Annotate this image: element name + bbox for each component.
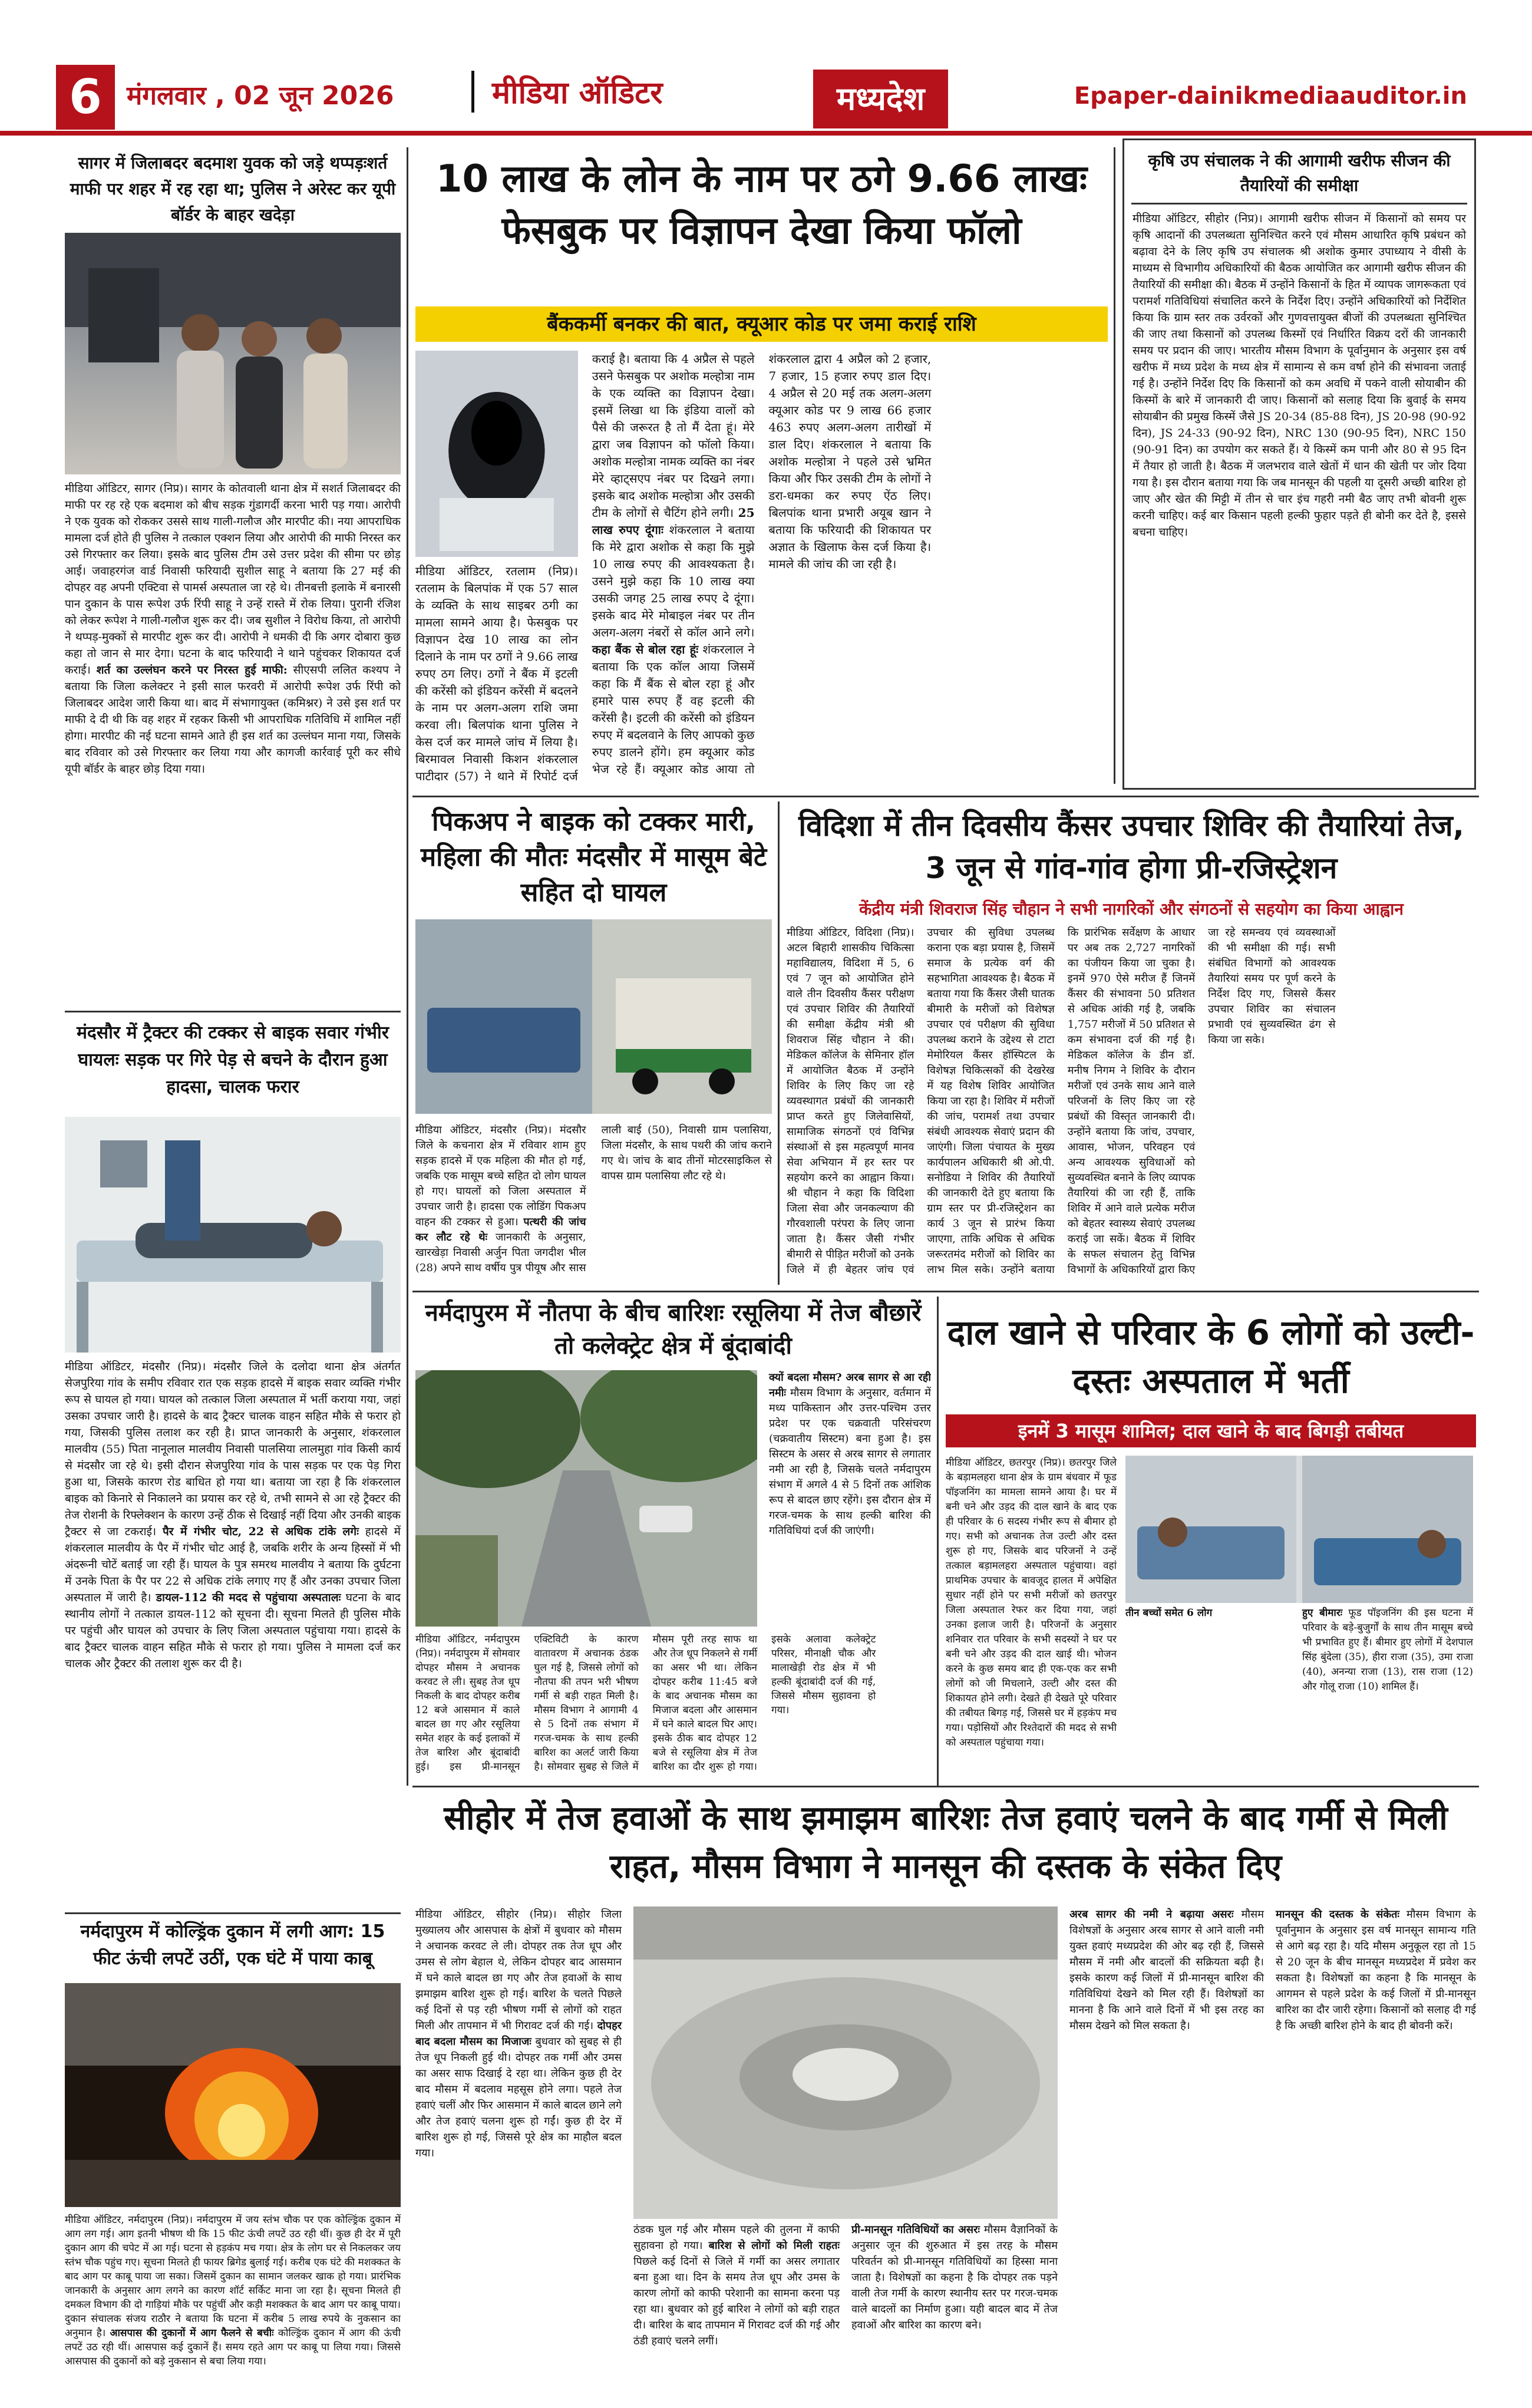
divider [1114,147,1115,784]
accident-scene-image [415,919,772,1114]
brand-name: मीडिया ऑडिटर [471,71,663,113]
story-body: अरब सागर की नमी ने बढ़ाया असरः मौसम विशेषज्ञों के अनुसार अरब सागर से आने वाली नमी युक्त हवाएं मध्यप्रदेश की ओर बढ़ रही हैं, जिससे मौसम में नमी और बादलों की सक्रियता बढ़ी है। इसके कारण कई जिलों में प्री-मानसून बारिश की गतिविधियां देखने को मिल रही हैं। विशेषज्ञों का मानना है कि आने वाले दिनों में भी इस तरह का मौसम देखने को मिल सकता है। [1069,1908,1264,2032]
story-body: हुए बीमारः फूड पॉइजनिंग की इस घटना में परिवार के बड़े-बुजुर्गों के साथ तीन मासूम बच्चे भी प्रभावित हुए हैं। बीमार हुए लोगों में देशपाल सिंह बुंदेला (35), हीरा राजा (35), उमा राजा (40), अनन्या राजा (13), रास राजा (12) और गोलू राजा (10) शामिल हैं। [1302,1607,1473,1693]
photo-caption: तीन बच्चों समेत 6 लोग [1125,1607,1213,1619]
patients-photo [1125,1456,1473,1603]
hospital-ward-image [1125,1456,1473,1603]
story-headline: दाल खाने से परिवार के 6 लोगों को उल्टी-दस्तः अस्पताल में भर्ती [947,1312,1475,1401]
story-headline: नर्मदापुरम में कोल्ड्रिंक दुकान में लगी आग: 15 फीट ऊंची लपटें उठीं, एक घंटे में पाया काबू [80,1921,385,1969]
pickup-story [415,804,772,1285]
story-body: क्यों बदला मौसम? अरब सागर से आ रही नमीः मौसम विभाग के अनुसार, वर्तमान में मध्य पाकिस्तान और उत्तर-पश्चिम उत्तर प्रदेश पर एक चक्रवाती परिसंचरण (चक्रवातीय सिस्टम) बना हुआ है। इस सिस्टम के असर से अरब सागर से लगातार नमी आ रही है, जिसके चलते नर्मदापुरम संभाग में अगले 4 से 5 दिनों तक आंशिक रूप से बादल छाए रहेंगे। इस दौरान क्षेत्र में गरज-चमक के साथ हल्की बारिश की गतिविधियां दर्ज की जाएंगी। [769,1371,931,1537]
story-headline: पिकअप ने बाइक को टक्कर मारी, महिला की मौतः मंदसौर में मासूम बेटे सहित दो घायल [420,807,767,908]
story-headline: विदिशा में तीन दिवसीय कैंसर उपचार शिविर की तैयारियां तेज, 3 जून से गांव-गांव होगा प्री-रजिस्ट्रेशन [798,809,1464,885]
divider [412,796,1479,797]
hospital-photo [65,1117,401,1353]
hospital-bed-image [65,1117,401,1353]
story-subheadline: केंद्रीय मंत्री शिवराज सिंह चौहान ने सभी नागरिकों और संगठनों से सहयोग का किया आह्वान [859,899,1404,919]
arrest-photo [65,233,401,474]
sehore-story [415,1795,1476,2396]
masthead [0,0,1532,136]
story-body: मीडिया ऑडिटर, छतरपुर (निप्र)। छतरपुर जिले के बड़ामलहरा थाना क्षेत्र के ग्राम बंधवार में फूड पॉइजनिंग का मामला सामने आया है। घर में बनी चने और उड़द की दाल खाने के बाद एक ही परिवार के 6 सदस्य गंभीर रूप से बीमार हो गए। सभी को अचानक तेज उल्टी और दस्त शुरू हो गए, जिसके बाद परिजनों ने उन्हें तत्काल बड़ामलहरा अस्पताल पहुंचाया। वहां प्राथमिक उपचार के बावजूद हालत में अपेक्षित सुधार नहीं होने पर सभी मरीजों को छतरपुर जिला अस्पताल रेफर कर दिया गया, जहां उनका इलाज जारी है। परिजनों के अनुसार शनिवार रात परिवार के सभी सदस्यों ने घर पर बनी चने और उड़द की दाल खाई थी। भोजन करने के कुछ समय बाद ही एक-एक कर सभी लोगों को जी मिचलाने, उल्टी और दस्त की शिकायत होने लगी। देखते ही देखते पूरे परिवार की तबीयत बिगड़ गई, जिससे घर में हड़कंप मच गया। पड़ोसियों और रिश्तेदारों की मदद से सभी को अस्पताल पहुंचाया गया। [946,1457,1117,1749]
hacker-photo [415,351,578,557]
page-number: 6 [56,65,115,130]
story-headline: नर्मदापुरम में नौतपा के बीच बारिशः रसूलिया में तेज बौछारें तो कलेक्ट्रेट क्षेत्र में बूंदाबांदी [425,1299,922,1360]
fire-photo [65,1983,401,2207]
divider [407,147,408,1786]
road-photo [415,1370,757,1627]
accident-photo [415,919,772,1114]
story-body: प्री-मानसून गतिविधियों का असरः मौसम वैज्ञानिकों के अनुसार जून की शुरुआत में इस तरह के मौसम परिवर्तन को प्री-मानसून गतिविधियों का हिस्सा माना जाता है। विशेषज्ञों का कहना है कि दोपहर तक पड़ने वाली तेज गर्मी के कारण स्थानीय स्तर पर गरज-चमक वाले बादलों का निर्माण हुआ। यही बादल बाद में तेज हवाओं और बारिश का कारण बने। [851,2224,1058,2331]
story-body: मीडिया ऑडिटर, रतलाम (निप्र)। रतलाम के बिलपांक में एक 57 साल के व्यक्ति के साथ साइबर ठगी का मामला सामने आया है। फेसबुक पर विज्ञापन देख 10 लाख का लोन दिलाने के नाम पर ठगों ने 9.66 लाख रुपए ठग लिए। ठगों ने बैंक में इटली की करेंसी को इंडियन करेंसी में बदलने के नाम पर अलग-अलग राशि जमा करवा ली। बिलपांक थाना पुलिस ने केस दर्ज कर मामले जांच में लिया है। बिरमावल निवासी किशन शंकरलाल पाटीदार (57) ने थाने में रिपोर्ट दर्ज कराई है। बताया कि 4 अप्रैल से पहले उसने फेसबुक पर अशोक मल्होत्रा नाम के एक व्यक्ति का विज्ञापन देखा। इसमें लिखा था कि इंडिया वालों को पैसे की जरूरत है तो मैं देता हूं। मेरे द्वारा जब विज्ञापन को फॉलो किया। अशोक मल्होत्रा नामक व्यक्ति का नंबर मेरे व्हाट्सएप नंबर पर दिखने लगा। इसके बाद अशोक मल्होत्रा और उसकी टीम के लोगों से चैटिंग होने लगी। 25 लाख रुपए दूंगाः शंकरलाल ने बताया कि मेरे द्वारा अशोक से कहा कि मुझे 10 लाख रुपए की आवश्यकता है। उसने मुझे कहा कि 10 लाख क्या उसकी जगह 25 लाख रुपए दे दूंगा। इसके बाद मेरे मोबाइल नंबर पर तीन अलग-अलग नंबरों से कॉल आने लगे। कहा बैंक से बोल रहा हूंः शंकरलाल ने बताया कि एक कॉल आया जिसमें कहा कि मैं बैंक से बोल रहा हूं और हमारे पास रुपए हैं वह इटली की करेंसी है। इटली की करेंसी को इंडियन रुपए में बदलवाने के लिए आपको कुछ रुपए डालने होंगे। हम क्यूआर कोड भेज रहे हैं। क्यूआर कोड आया तो शंकरलाल द्वारा 4 अप्रैल को 2 हजार, 7 हजार, 15 हजार रुपए डाल दिए। 4 अप्रैल से 20 मई तक अलग-अलग क्यूआर कोड पर 9 लाख 66 हजार 463 रुपए अलग-अलग तारीखों में डाल दिए। शंकरलाल ने बताया कि अशोक मल्होत्रा ने पहले उसे भ्रमित किया और फिर उसकी टीम के लोगों ने डरा-धमका कर रुपए ऐंठ लिए। बिलपांक थाना प्रभारी अयूब खान ने बताया कि फरियादी की शिकायत पर अज्ञात के खिलाफ केस दर्ज किया है। मामले की जांच की जा रही है। [415,352,932,783]
cancer-story [787,804,1476,1285]
story-headline: कृषि उप संचालक ने की आगामी खरीफ सीजन की तैयारियों की समीक्षा [1131,149,1467,204]
agri-story [1122,138,1476,790]
story-headline: सागर में जिलाबदर बदमाश युवक को जड़े थप्पड़ःशर्त माफी पर शहर में रह रहा था; पुलिस ने अरेस्ट कर यूपी बॉर्डर के बाहर खदेड़ा [70,153,396,225]
story-body: मीडिया ऑडिटर, विदिशा (निप्र)। अटल बिहारी शासकीय चिकित्सा महाविद्यालय, विदिशा में 5, 6 एवं 7 जून को आयोजित होने वाले तीन दिवसीय कैंसर परीक्षण एवं उपचार शिविर की तैयारियों की समीक्षा केंद्रीय मंत्री श्री शिवराज सिंह चौहान ने की। मेडिकल कॉलेज के सेमिनार हॉल में आयोजित बैठक में उन्होंने शिविर के लिए किए जा रहे व्यवस्थागत प्रबंधों की जानकारी प्राप्त करते हुए जिलेवासियों, सामाजिक संगठनों एवं विभिन्न संस्थाओं से इस महत्वपूर्ण मानव सेवा अभियान में हर स्तर पर सहयोग करने का आह्वान किया। श्री चौहान ने कहा कि विदिशा जिला सेवा और जनकल्याण की गौरवशाली परंपरा के लिए जाना जाता है। कैंसर जैसी गंभीर बीमारी से पीड़ित मरीजों को उनके जिले में ही बेहतर जांच एवं उपचार की सुविधा उपलब्ध कराना एक बड़ा प्रयास है, जिसमें समाज के प्रत्येक वर्ग की सहभागिता आवश्यक है। बैठक में बताया गया कि कैंसर जैसी घातक बीमारी के मरीजों को विशेषज्ञ उपचार एवं परीक्षण की सुविधा उपलब्ध कराने के उद्देश्य से टाटा मेमोरियल कैंसर हॉस्पिटल के विशेषज्ञ चिकित्सकों की देखरेख में यह विशेष शिविर आयोजित किया जा रहा है। शिविर में मरीजों की जांच, परामर्श तथा उपचार संबंधी आवश्यक सेवाएं प्रदान की जाएंगी। जिला पंचायत के मुख्य कार्यपालन अधिकारी श्री ओ.पी. सनोडिया ने शिविर की तैयारियों की जानकारी देते हुए बताया कि ग्राम स्तर पर प्री-रजिस्ट्रेशन का कार्य 3 जून से प्रारंभ किया जाएगा, ताकि अधिक से अधिक जरूरतमंद मरीजों को शिविर का लाभ मिल सके। उन्होंने बताया कि प्रारंभिक सर्वेक्षण के आधार पर अब तक 2,727 नागरिकों का पंजीयन किया जा चुका है। इनमें 970 ऐसे मरीज हैं जिनमें कैंसर की संभावना 50 प्रतिशत से अधिक आंकी गई है, जबकि 1,757 मरीजों में 50 प्रतिशत से कम संभावना दर्ज की गई है। मेडिकल कॉलेज के डीन डॉ. मनीष निगम ने शिविर के दौरान मरीजों एवं उनके साथ आने वाले परिजनों के लिए किए जा रहे प्रबंधों की विस्तृत जानकारी दी। उन्होंने बताया कि जांच, उपचार, आवास, भोजन, परिवहन एवं अन्य आवश्यक सुविधाओं को सुव्यवस्थित बनाने के लिए व्यापक तैयारियां की जा रही हैं, ताकि शिविर में आने वाले प्रत्येक मरीज को बेहतर स्वास्थ्य सेवाएं उपलब्ध कराई जा सकें। बैठक में शिविर के सफल संचालन हेतु विभिन्न विभागों के अधिकारियों द्वारा किए जा रहे समन्वय एवं व्यवस्थाओं की भी समीक्षा की गई। सभी संबंधित विभागों को आवश्यक तैयारियां समय पर पूर्ण करने के निर्देश दिए गए, जिससे कैंसर उपचार शिविर का संचालन प्रभावी एवं सुव्यवस्थित ढंग से किया जा सके। [787,926,1336,1276]
story-headline: मंदसौर में ट्रैक्टर की टक्कर से बाइक सवार गंभीर घायलः सड़क पर गिरे पेड़ से बचने के दौरान हुआ हादसा, चालक फरार [76,1022,389,1097]
story-subheadline: इनमें 3 मासूम शामिल; दाल खाने के बाद बिगड़ी तबीयत [946,1414,1476,1447]
story-body: मीडिया ऑडिटर, नर्मदापुरम (निप्र)। नर्मदापुरम में सोमवार दोपहर मौसम ने अचानक करवट ले ली। सुबह तेज धूप निकली के बाद दोपहर करीब 12 बजे आसमान में काले बादल छा गए और रसूलिया समेत शहर के कई इलाकों में तेज बारिश और बूंदाबांदी हुई। इस प्री-मानसून एक्टिविटी के कारण वातावरण में अचानक ठंडक घुल गई है, जिससे लोगों को नौतपा की तपन भरी भीषण गर्मी से बड़ी राहत मिली है। मौसम विभाग ने आगामी 4 से 5 दिनों तक संभाग में गरज-चमक के साथ हल्की बारिश का अलर्ट जारी किया है। सोमवार सुबह से जिले में मौसम पूरी तरह साफ था और तेज धूप निकलने से गर्मी का असर भी था। लेकिन दोपहर करीब 11:45 बजे के बाद अचानक मौसम का मिजाज बदला और आसमान में घने काले बादल घिर आए। इसके ठीक बाद दोपहर 12 बजे से रसूलिया क्षेत्र में तेज बारिश का दौर शुरू हो गया। इसके अलावा कलेक्ट्रेट परिसर, मीनाक्षी चौक और मालाखेड़ी रोड क्षेत्र में भी हल्की बूंदाबांदी दर्ज की गई, जिससे मौसम सुहावना हो गया। [415,1634,876,1773]
story-headline: सीहोर में तेज हवाओं के साथ झमाझम बारिशः तेज हवाएं चलने के बाद गर्मी से मिली राहत, मौसम विभाग ने मानसून की दस्तक के संकेत दिए [444,1799,1448,1886]
story-body: मीडिया ऑडिटर, नर्मदापुरम (निप्र)। नर्मदापुरम में जय स्तंभ चौक पर एक कोल्ड्रिंक दुकान में आग लग गई। आग इतनी भीषण थी कि 15 फीट ऊंची लपटें उठ रही थीं। कुछ ही देर में पूरी दुकान आग की चपेट में आ गई। घटना से हड़कंप मच गया। क्षेत्र के लोग घर से निकलकर जय स्तंभ चौक पहुंच गए। सूचना मिलते ही फायर ब्रिगेड बुलाई गई। करीब एक घंटे की मशक्कत के बाद आग पर काबू पाया जा सका। जिसमें दुकान का सामान जलकर खाक हो गया। प्रारंभिक जानकारी के अनुसार आग लगने का कारण शॉर्ट सर्किट माना जा रहा है। सूचना मिलते ही दमकल विभाग की दो गाड़ियां मौके पर पहुंचीं और कड़ी मशक्कत के बाद आग पर काबू पाया। दुकान संचालक संजय राठौर ने बताया कि घटना में करीब 5 लाख रुपये के नुकसान का अनुमान है। आसपास की दुकानों में आग फैलने से बचीः कोल्ड्रिंक दुकान में आग की ऊंची लपटें उठ रही थीं। आसपास कई दुकानें हैं। समय रहते आग पर काबू पा लिया गया। जिससे आसपास की दुकानों को बड़े नुकसान से बचा लिया गया। [65,2214,401,2367]
hacker-image [415,351,578,557]
story-subheadline: बैंककर्मी बनकर की बात, क्यूआर कोड पर जमा कराई राशि [415,306,1108,342]
wet-road-image [415,1370,757,1627]
photo-caption: ठंडक घुल गई और मौसम पहले की तुलना में काफी सुहावना हो गया। [633,2224,840,2252]
issue-date: मंगलवार , 02 जून 2026 [127,81,394,111]
story-body [1125,1606,1296,1783]
section-name: मध्यदेश [813,70,948,128]
story-body: मीडिया ऑडिटर, सागर (निप्र)। सागर के कोतवाली थाना क्षेत्र में सशर्त जिलाबदर की माफी पर रह रहे एक बदमाश को बीच सड़क गुंडागर्दी करना भारी पड़ गया। आरोपी ने एक युवक को रोककर उससे साथ गाली-गलौज और मारपीट की। नया आपराधिक मामला दर्ज होते ही पुलिस ने तत्काल एक्शन लिया और आरोपी की माफी निरस्त कर उसे गिरफ्तार कर लिया। इसके बाद पुलिस टीम उसे उत्तर प्रदेश की सीमा पर छोड़ आई। जवाहरगंज वार्ड निवासी फरियादी सुशील साहू ने बताया कि 27 मई की दोपहर वह अपनी एक्टिवा से पामर्स अस्पताल जा रहे थे। तीनबत्ती इलाके में बनारसी पान दुकान के पास रूपेश उर्फ रिंपी साहू ने उन्हें रास्ते में रोक लिया। पुरानी रंजिश को लेकर रूपेश ने गाली-गलौज शुरू कर दी। जब सुशील ने विरोध किया, तो आरोपी ने थप्पड़-मुक्कों से मारपीट शुरू कर दी। आरोपी ने धमकी दी कि अगर दोबारा कुछ कहा तो जान से मार देगा। घटना के बाद फरियादी ने थाने पहुंचकर शिकायत दर्ज कराई। शर्त का उल्लंघन करने पर निरस्त हुई माफी: सीएसपी ललित कश्यप ने बताया कि जिला कलेक्टर ने इसी साल फरवरी में आरोपी रूपेश उर्फ रिंपी को जिलाबदर आदेश जारी किया था। बाद में संभागायुक्त (कमिश्नर) ने उसे इस शर्त पर माफी दे दी थी कि वह शहर में रहकर किसी भी आपराधिक गतिविधि में शामिल नहीं होगा। मारपीट की नई घटना सामने आते ही इस शर्त का उल्लंघन माना गया, जिसके बाद रविवार को उसे गिरफ्तार कर लिया गया और कागजी कार्रवाई पूरी कर सीधे यूपी बॉर्डर के बाहर छोड़ दिया गया। [65,482,401,776]
website-link[interactable]: Epaper-dainikmediaauditor.in [1074,83,1467,110]
story-body: ठंडक घुल गई और मौसम पहले की तुलना में काफी सुहावना हो गया। बारिश से लोगों को मिली राहतः पिछले कई दिनों से जिले में गर्मी का असर लगातार बना हुआ था। दिन के समय तेज धूप और उमस के कारण लोगों को काफी परेशानी का सामना करना पड़ रहा था। बुधवार को हुई बारिश ने लोगों को बड़ी राहत दी। बारिश के बाद तापमान में गिरावट दर्ज की गई और ठंडी हवाएं चलने लगीं। [633,2224,840,2347]
rain-story [415,1297,931,1783]
loan-story [415,147,1108,790]
story-body: मीडिया ऑडिटर, सीहोर (निप्र)। आगामी खरीफ सीजन में किसानों को समय पर कृषि आदानों की उपलब्धता सुनिश्चित करने एवं मौसम आधारित कृषि प्रबंधन को बढ़ावा देने के लिए कृषि उप संचालक श्री अशोक कुमार उपाध्याय ने वीसी के माध्यम से विभागीय अधिकारियों की बैठक आयोजित कर आगामी खरीफ सीजन की तैयारियों की समीक्षा की। बैठक में उन्होंने किसानों के हित में व्यापक जागरूकता एवं परामर्श गतिविधियां संचालित करने के निर्देश दिए। उन्होंने अधिकारियों को निर्देशित किया कि ग्राम स्तर तक उर्वरकों और गुणवत्तायुक्त बीजों की उपलब्धता सुनिश्चित की जाए तथा किसानों को उपलब्ध किस्मों एवं निर्धारित विक्रय दरों की जानकारी समय पर प्रदान की जाए। भारतीय मौसम विभाग के पूर्वानुमान के अनुसार इस वर्ष खरीफ में मध्य प्रदेश के मध्य क्षेत्र में सामान्य से कम वर्षा होने की संभावना जताई गई है। उन्होंने निर्देश दिए कि किसानों को कम अवधि में पकने वाली सोयाबीन की किस्मों के बारे में जानकारी दी जाए। किसानों को सलाह दिया कि बुवाई के समय सोयाबीन की प्रमुख किस्में जैसे JS 20-34 (85-88 दिन), JS 20-98 (90-92 दिन), JS 24-33 (90-92 दिन), NRC 130 (90-95 दिन), NRC 150 (90-91 दिन) का उपयोग कर सकते हैं। ये किस्में कम पानी और 80 से 95 दिन में तैयार हो जाती है। बैठक में जलभराव वाले खेतों में धान की खेती पर जोर दिया गया है। इस दौरान बताया गया कि जब मानसून की पहली या दूसरी अच्छी बारिश हो जाए और खेत की मिट्टी में तीन से चार इंच गहरी नमी बैठ जाए तभी बोवनी शुरू करनी चाहिए। कई बार किसान पहली हल्की फुहार पड़ते ही बोनी कर देते है, इससे बचना चाहिए। [1133,212,1466,539]
storm-debris-image [633,1906,1058,2219]
police-escort-image [65,233,401,474]
shop-fire-image [65,1983,401,2207]
dal-story [946,1297,1476,1783]
storm-photo [633,1906,1058,2219]
divider [937,1297,939,1786]
story-body: मीडिया ऑडिटर, सीहोर (निप्र)। सीहोर जिला मुख्यालय और आसपास के क्षेत्रों में बुधवार को मौसम ने अचानक करवट ले ली। दोपहर तक तेज धूप और उमस से लोग बेहाल थे, लेकिन दोपहर बाद आसमान में घने काले बादल छा गए और तेज हवाओं के साथ झमाझम बारिश शुरू हो गई। बारिश के चलते पिछले कई दिनों से पड़ रही भीषण गर्मी से लोगों को राहत मिली और तापमान में भी गिरावट दर्ज की गई। दोपहर बाद बदला मौसम का मिजाजः बुधवार को सुबह से ही तेज धूप निकली हुई थी। दोपहर तक गर्मी और उमस का असर साफ दिखाई दे रहा था। लेकिन कुछ ही देर बाद मौसम में बदलाव महसूस होने लगा। पहले तेज हवाएं चलीं और फिर आसमान में काले बादल छाने लगे और तेज हवाएं चलना शुरू हो गईं। कुछ ही देर में बारिश शुरू हो गई, जिससे पूरे क्षेत्र का माहौल बदल गया। [415,1908,622,2159]
story-body: मीडिया ऑडिटर, मंदसौर (निप्र)। मंदसौर जिले के दलोदा थाना क्षेत्र अंतर्गत सेजपुरिया गांव के समीप रविवार रात एक सड़क हादसे में बाइक सवार व्यक्ति गंभीर रूप से घायल हो गया। घायल को तत्काल जिला अस्पताल में भर्ती कराया गया, जहां उसका उपचार जारी है। हादसे के बाद ट्रैक्टर चालक वाहन सहित मौके से फरार हो गया, जिसकी पुलिस तलाश कर रही है। प्राप्त जानकारी के अनुसार, शंकरलाल मालवीय (55) पिता नानूलाल मालवीय निवासी पालसिया लालमुहा गांव किसी कार्य से मंदसौर जा रहे थे। इसी दौरान सेजपुरिया गांव के पास सड़क पर एक पेड़ गिरा हुआ था, जिसके कारण रोड बाधित हो गया था। बताया जा रहा है कि शंकरलाल बाइक को किनारे से निकालने का प्रयास कर रहे थे, तभी सामने से आ रहे ट्रैक्टर की तेज रोशनी के रिफ्लेक्शन के कारण उन्हें ठीक से दिखाई नहीं दिया और उनकी बाइक ट्रैक्टर से जा टकराई। पैर में गंभीर चोट, 22 से अधिक टांके लगेः हादसे में शंकरलाल मालवीय के पैर में गंभीर चोट आई है, जबकि शरीर के अन्य हिस्सों में भी अंदरूनी चोटें बताई जा रही हैं। घायल के पुत्र समरथ मालवीय ने बताया कि दुर्घटना में उनके पिता के पैर पर 22 से अधिक टांके लगाए गए हैं और उनका उपचार जिला अस्पताल में जारी है। डायल-112 की मदद से पहुंचाया अस्पतालः घटना के बाद स्थानीय लोगों ने तत्काल डायल-112 को सूचना दी। सूचना मिलते ही पुलिस मौके पर पहुंची और घायल को उपचार के लिए जिला अस्पताल पहुंचाया गया। हादसे के बाद ट्रैक्टर चालक वाहन सहित मौके से फरार हो गया। पुलिस ने मामला दर्ज कर चालक और ट्रैक्टर की तलाश शुरू कर दी है। [65,1360,401,1670]
divider [412,1291,1479,1292]
divider [412,1786,1479,1787]
left-column [65,150,401,2396]
story-headline: 10 लाख के लोन के नाम पर ठगे 9.66 लाखः फेसबुक पर विज्ञापन देखा किया फॉलो [436,157,1087,253]
story-body: मानसून की दस्तक के संकेतः मौसम विभाग के पूर्वानुमान के अनुसार इस वर्ष मानसून सामान्य गति से आगे बढ़ रहा है। यदि मौसम अनुकूल रहा तो 15 से 20 जून के बीच मानसून मध्यप्रदेश में प्रवेश कर सकता है। विशेषज्ञों का कहना है कि मानसून के आगमन से पहले प्रदेश के कई जिलों में प्री-मानसून बारिश का दौर जारी रहेगा। किसानों को सलाह दी गई है कि अच्छी बारिश होने के बाद ही बोवनी करें। [1276,1908,1476,2032]
story-body: मीडिया ऑडिटर, मंदसौर (निप्र)। मंदसौर जिले के कचनारा क्षेत्र में रविवार शाम हुए सड़क हादसे में एक महिला की मौत हो गई, जबकि एक मासूम बच्चे सहित दो लोग घायल हो गए। घायलों को जिला अस्पताल में उपचार जारी है। हादसा एक लोडिंग पिकअप वाहन की टक्कर से हुआ। पत्थरी की जांच कर लौट रहे थेः जानकारी के अनुसार, खारखेड़ा निवासी अर्जुन पिता जगदीश भील (28) अपने साथ वर्षीय पुत्र पीयूष और सास लाली बाई (50), निवासी ग्राम पलासिया, जिला मंदसौर, के साथ पथरी की जांच कराने गए थे। जांच के बाद तीनों मोटरसाइकिल से वापस ग्राम पलासिया लौट रहे थे। [415,1124,772,1274]
divider [778,801,780,1285]
